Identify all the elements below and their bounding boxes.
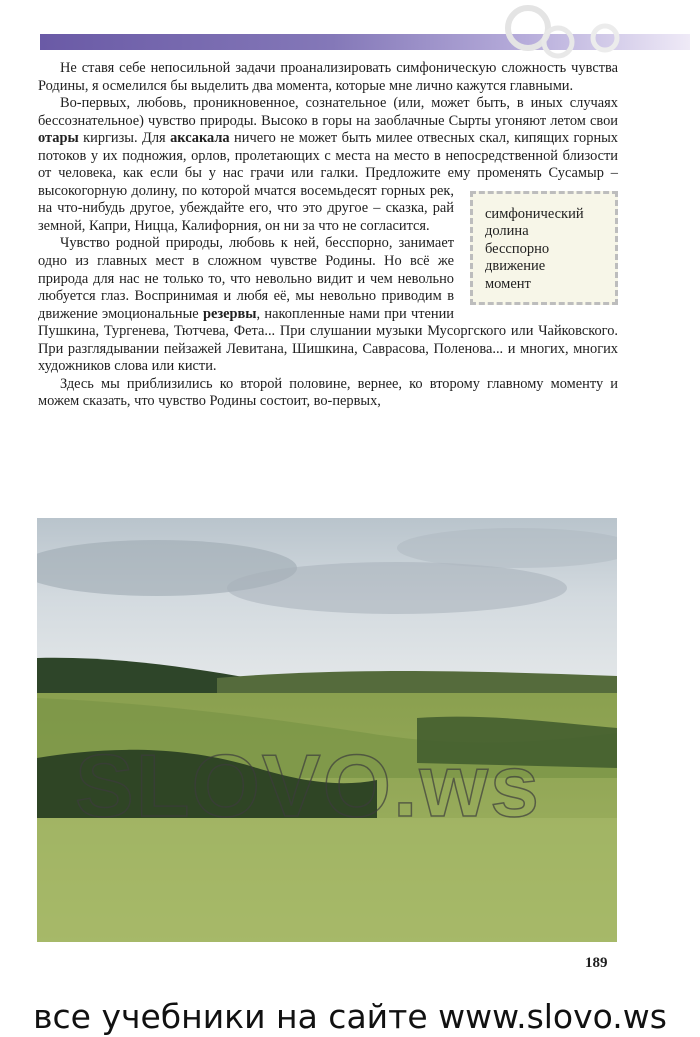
text-segment: Здесь мы приблизились ко второй половине, вернее, ко второму главному моменту и можем сказать, что чувство Родины состоит, во-первых, — [38, 375, 618, 410]
text-segment: Не ставя себе непосильной задачи проанализировать симфоническую сложность чувства Родины, я осмелился бы выделить два момента, которые мне лично кажутся главными. — [38, 60, 618, 94]
vocabulary-word: момент — [485, 275, 531, 292]
text-segment: ничего не может быть милее отвесных скал, кипящих горных потоков у их подножия, орлов, пролетающих с места на место в непосредственной близости от человека, как если бы у нас грачи или галки. Предложите ему променять Сусамыр – высокогорную долину, по которой симфонический долина бесспорно движение момент мчатся восемьдесят горных рек, на что-нибудь другое, убеждайте его, что это другое – сказка, рай земной, Капри, Ницца, Калифорния, он ни за что не согласится. — [38, 130, 618, 234]
paragraph-4 — [38, 376, 618, 411]
vocabulary-word: бесспорно — [485, 240, 550, 257]
rings-decoration-icon — [500, 2, 630, 62]
main-text — [38, 60, 618, 411]
keyword: резервы — [202, 305, 257, 322]
keyword: аксакала — [170, 130, 230, 147]
footer-site-link[interactable]: все учебники на сайте www.slovo.ws — [33, 997, 667, 1036]
keyword: отары — [38, 130, 79, 147]
vocabulary-box — [470, 191, 618, 305]
page-number: 189 — [585, 955, 608, 971]
steppe-landscape-photo — [37, 518, 617, 942]
vocabulary-word: движение — [485, 258, 546, 275]
watermark-text: SLOVO.ws — [75, 736, 541, 835]
vocabulary-word: долина — [485, 223, 529, 240]
paragraph-1 — [38, 60, 618, 95]
text-segment: киргизы. Для — [78, 130, 171, 147]
text-segment: , накопленные нами при чтении Пушкина, Тургенева, Тютчева, Фета... При слушании музыки Мусоргского или Чайковского. При разглядывании пейзажей Левитана, Шишкина, Саврасова, Поленова... и многих, многих художников слова или кисти. — [38, 305, 618, 375]
vocabulary-word: симфонический — [485, 205, 584, 222]
text-segment: Во-первых, любовь, проникновенное, сознательное (или, может быть, в иных случаях бессознательное) чувство природы. Высоко в горы на заоблачные Сырты угоняют летом свои — [38, 95, 618, 129]
text-segment: Чувство родной природы, любовь к ней, бесспорно, занимает одно из главных мест в сложном чувстве Родины. Но всё же природа для нас не только то, что невольно видит и чем невольно любуется глаз. Воспринимая и любя её, мы невольно приводим в движение эмоциональные — [38, 235, 454, 322]
